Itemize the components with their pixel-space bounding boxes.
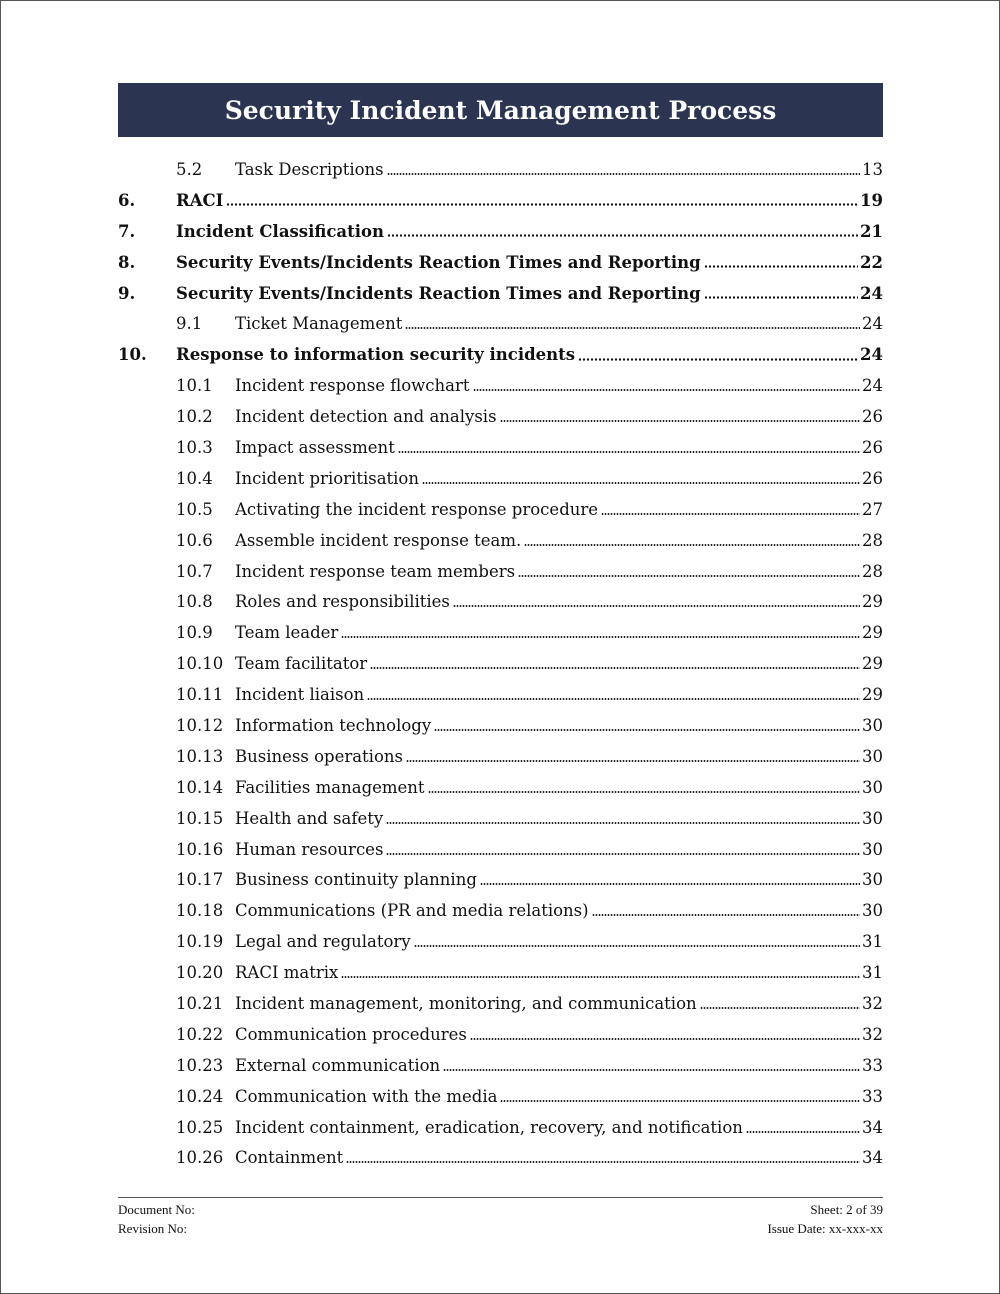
toc-entry-number: 10.11: [176, 685, 224, 705]
toc-leader-dots: [524, 544, 860, 546]
toc-leader-dots: [398, 451, 860, 453]
toc-entry-number: 5.2: [176, 159, 203, 179]
toc-entry-page: 30: [862, 746, 883, 766]
toc-leader-dots: [500, 420, 860, 422]
toc-entry-number: 10.7: [176, 561, 213, 581]
toc-leader-dots: [500, 1100, 860, 1102]
toc-entry-page: 30: [862, 808, 883, 828]
toc-entry[interactable]: [118, 617, 883, 648]
toc-entry-page: 22: [860, 252, 883, 272]
toc-entry-title: Incident management, monitoring, and communication: [235, 993, 697, 1013]
toc-entry-title: Incident detection and analysis: [235, 407, 497, 427]
toc-entry-title: Team facilitator: [235, 654, 368, 674]
toc-entry-number: 10.20: [176, 963, 224, 983]
toc-entry[interactable]: [118, 648, 883, 679]
toc-entry-title: Impact assessment: [235, 437, 395, 457]
footer-divider: [118, 1197, 883, 1198]
toc-leader-dots: [405, 327, 860, 329]
toc-entry[interactable]: [118, 216, 883, 247]
toc-entry-page: 26: [862, 407, 883, 427]
toc-entry-title: Assemble incident response team.: [235, 530, 522, 550]
toc-entry[interactable]: [118, 957, 883, 988]
toc-entry-title: Security Events/Incidents Reaction Times and Reporting: [176, 283, 701, 303]
toc-entry-number: 10.16: [176, 839, 224, 859]
toc-entry-title: Incident Classification: [176, 221, 384, 241]
toc-entry[interactable]: [118, 1050, 883, 1081]
toc-entry[interactable]: [118, 1081, 883, 1112]
toc-leader-dots: [473, 389, 861, 391]
toc-entry[interactable]: [118, 308, 883, 339]
toc-entry[interactable]: [118, 710, 883, 741]
toc-entry-title: Team leader: [235, 623, 339, 643]
toc-entry-title: Facilities management: [235, 777, 425, 797]
toc-entry-title: Roles and responsibilities: [235, 592, 450, 612]
toc-entry-page: 30: [862, 901, 883, 921]
toc-entry[interactable]: [118, 525, 883, 556]
toc-leader-dots: [592, 914, 860, 916]
toc-entry-number: 9.: [118, 283, 136, 303]
toc-entry[interactable]: [118, 247, 883, 278]
toc-leader-dots: [386, 853, 860, 855]
toc-leader-dots: [370, 667, 860, 669]
toc-entry-title: External communication: [235, 1055, 441, 1075]
toc-entry-title: Ticket Management: [235, 314, 403, 334]
sheet-number: Sheet: 2 of 39: [810, 1202, 883, 1217]
toc-entry[interactable]: [118, 926, 883, 957]
toc-entry-number: 7.: [118, 221, 136, 241]
toc-entry-number: 10.21: [176, 993, 224, 1013]
toc-leader-dots: [387, 173, 860, 175]
toc-entry-page: 28: [862, 561, 883, 581]
toc-entry[interactable]: [118, 278, 883, 309]
toc-entry-title: Health and safety: [235, 808, 384, 828]
toc-entry-page: 28: [862, 530, 883, 550]
toc-entry-title: Communication with the media: [235, 1086, 498, 1106]
toc-entry[interactable]: [118, 1019, 883, 1050]
toc-entry-title: Communication procedures: [235, 1024, 467, 1044]
toc-entry[interactable]: [118, 556, 883, 587]
toc-entry-title: Response to information security incidents: [176, 345, 576, 365]
toc-leader-dots: [704, 265, 858, 268]
toc-entry-number: 10.15: [176, 808, 224, 828]
toc-entry[interactable]: [118, 370, 883, 401]
toc-entry[interactable]: [118, 988, 883, 1019]
toc-entry-page: 24: [862, 314, 883, 334]
toc-entry-number: 10.9: [176, 623, 213, 643]
toc-leader-dots: [346, 1161, 860, 1163]
toc-entry-page: 30: [862, 870, 883, 890]
toc-entry-number: 10.4: [176, 468, 213, 488]
toc-entry-title: Legal and regulatory: [235, 932, 411, 952]
toc-entry-title: Containment: [235, 1148, 344, 1168]
toc-leader-dots: [443, 1069, 860, 1071]
toc-entry-number: 10.18: [176, 901, 224, 921]
toc-entry-page: 31: [862, 932, 883, 952]
toc-leader-dots: [434, 729, 860, 731]
toc-entry-number: 10.19: [176, 932, 224, 952]
toc-entry-title: Incident response flowchart: [235, 376, 470, 396]
toc-entry-number: 10.25: [176, 1117, 224, 1137]
document-number-label: Document No:: [118, 1202, 195, 1217]
toc-entry-page: 24: [862, 376, 883, 396]
toc-entry-page: 34: [862, 1148, 883, 1168]
toc-entry[interactable]: [118, 864, 883, 895]
toc-entry-number: 10.17: [176, 870, 224, 890]
toc-entry[interactable]: [118, 1143, 883, 1174]
toc-entry-page: 29: [862, 685, 883, 705]
toc-entry-title: RACI: [176, 190, 224, 210]
toc-entry-number: 9.1: [176, 314, 203, 334]
toc-leader-dots: [470, 1038, 860, 1040]
table-of-contents: [118, 154, 883, 1173]
toc-leader-dots: [341, 636, 860, 638]
toc-entry-title: Activating the incident response procedure: [235, 499, 599, 519]
toc-entry-page: 13: [862, 159, 883, 179]
toc-entry-page: 19: [860, 190, 883, 210]
toc-entry-title: Task Descriptions: [235, 159, 384, 179]
toc-entry[interactable]: [118, 586, 883, 617]
toc-entry-page: 33: [862, 1086, 883, 1106]
toc-entry-page: 27: [862, 499, 883, 519]
toc-entry-title: Business continuity planning: [235, 870, 477, 890]
toc-leader-dots: [453, 605, 860, 607]
document-title-bar: [118, 83, 883, 137]
toc-leader-dots: [367, 698, 860, 700]
toc-entry-page: 32: [862, 1024, 883, 1044]
toc-leader-dots: [480, 883, 860, 885]
toc-entry-number: 10.3: [176, 437, 213, 457]
toc-leader-dots: [386, 822, 860, 824]
toc-entry-number: 10.1: [176, 376, 213, 396]
toc-entry-title: Security Events/Incidents Reaction Times and Reporting: [176, 252, 701, 272]
toc-leader-dots: [518, 575, 860, 577]
toc-entry-number: 10.14: [176, 777, 224, 797]
issue-date: Issue Date: xx-xxx-xx: [767, 1221, 883, 1236]
toc-entry-page: 29: [862, 623, 883, 643]
toc-entry-number: 8.: [118, 252, 136, 272]
toc-entry[interactable]: [118, 772, 883, 803]
toc-entry-number: 10.22: [176, 1024, 224, 1044]
toc-leader-dots: [700, 1007, 860, 1009]
toc-entry[interactable]: [118, 339, 883, 370]
toc-entry-title: Business operations: [235, 746, 403, 766]
toc-leader-dots: [341, 976, 860, 978]
toc-entry[interactable]: [118, 679, 883, 710]
toc-entry[interactable]: [118, 803, 883, 834]
toc-entry[interactable]: [118, 154, 883, 185]
toc-leader-dots: [578, 358, 858, 361]
toc-entry-title: Incident liaison: [235, 685, 365, 705]
toc-entry-title: Incident prioritisation: [235, 468, 419, 488]
toc-entry[interactable]: [118, 432, 883, 463]
toc-entry-number: 10.8: [176, 592, 213, 612]
toc-leader-dots: [422, 482, 860, 484]
toc-entry-page: 30: [862, 777, 883, 797]
toc-entry[interactable]: [118, 401, 883, 432]
document-title: Security Incident Management Process: [224, 95, 777, 125]
revision-number-label: Revision No:: [118, 1221, 187, 1236]
toc-entry[interactable]: [118, 741, 883, 772]
toc-entry-number: 6.: [118, 190, 136, 210]
toc-leader-dots: [428, 791, 860, 793]
toc-entry-title: Human resources: [235, 839, 384, 859]
toc-entry-number: 10.26: [176, 1148, 224, 1168]
toc-entry-page: 29: [862, 654, 883, 674]
toc-entry-page: 29: [862, 592, 883, 612]
toc-entry-number: 10.13: [176, 746, 224, 766]
toc-leader-dots: [746, 1131, 860, 1133]
toc-leader-dots: [387, 234, 858, 237]
toc-leader-dots: [704, 296, 858, 299]
toc-entry[interactable]: [118, 1112, 883, 1143]
toc-entry-page: 26: [862, 437, 883, 457]
toc-leader-dots: [601, 513, 860, 515]
toc-entry-number: 10.24: [176, 1086, 224, 1106]
toc-entry-title: Incident containment, eradication, recovery, and notification: [235, 1117, 743, 1137]
toc-leader-dots: [406, 760, 860, 762]
toc-entry-number: 10.2: [176, 407, 213, 427]
toc-entry[interactable]: [118, 494, 883, 525]
toc-entry-page: 34: [862, 1117, 883, 1137]
toc-entry-page: 24: [860, 345, 883, 365]
toc-entry-title: Information technology: [235, 715, 432, 735]
toc-entry-number: 10.6: [176, 530, 213, 550]
toc-entry-title: Communications (PR and media relations): [235, 901, 589, 921]
toc-entry-page: 32: [862, 993, 883, 1013]
toc-leader-dots: [226, 203, 858, 206]
toc-entry-page: 21: [860, 221, 883, 241]
toc-entry[interactable]: [118, 463, 883, 494]
toc-entry-number: 10.10: [176, 654, 224, 674]
toc-entry-number: 10.12: [176, 715, 224, 735]
toc-leader-dots: [414, 945, 860, 947]
toc-entry-page: 33: [862, 1055, 883, 1075]
toc-entry-title: Incident response team members: [235, 561, 516, 581]
toc-entry-title: RACI matrix: [235, 963, 339, 983]
toc-entry-page: 26: [862, 468, 883, 488]
toc-entry[interactable]: [118, 185, 883, 216]
toc-entry-page: 24: [860, 283, 883, 303]
toc-entry-number: 10.23: [176, 1055, 224, 1075]
toc-entry-page: 31: [862, 963, 883, 983]
toc-entry-number: 10.: [118, 345, 147, 365]
toc-entry-page: 30: [862, 715, 883, 735]
toc-entry[interactable]: [118, 834, 883, 865]
toc-entry[interactable]: [118, 895, 883, 926]
toc-entry-number: 10.5: [176, 499, 213, 519]
toc-entry-page: 30: [862, 839, 883, 859]
